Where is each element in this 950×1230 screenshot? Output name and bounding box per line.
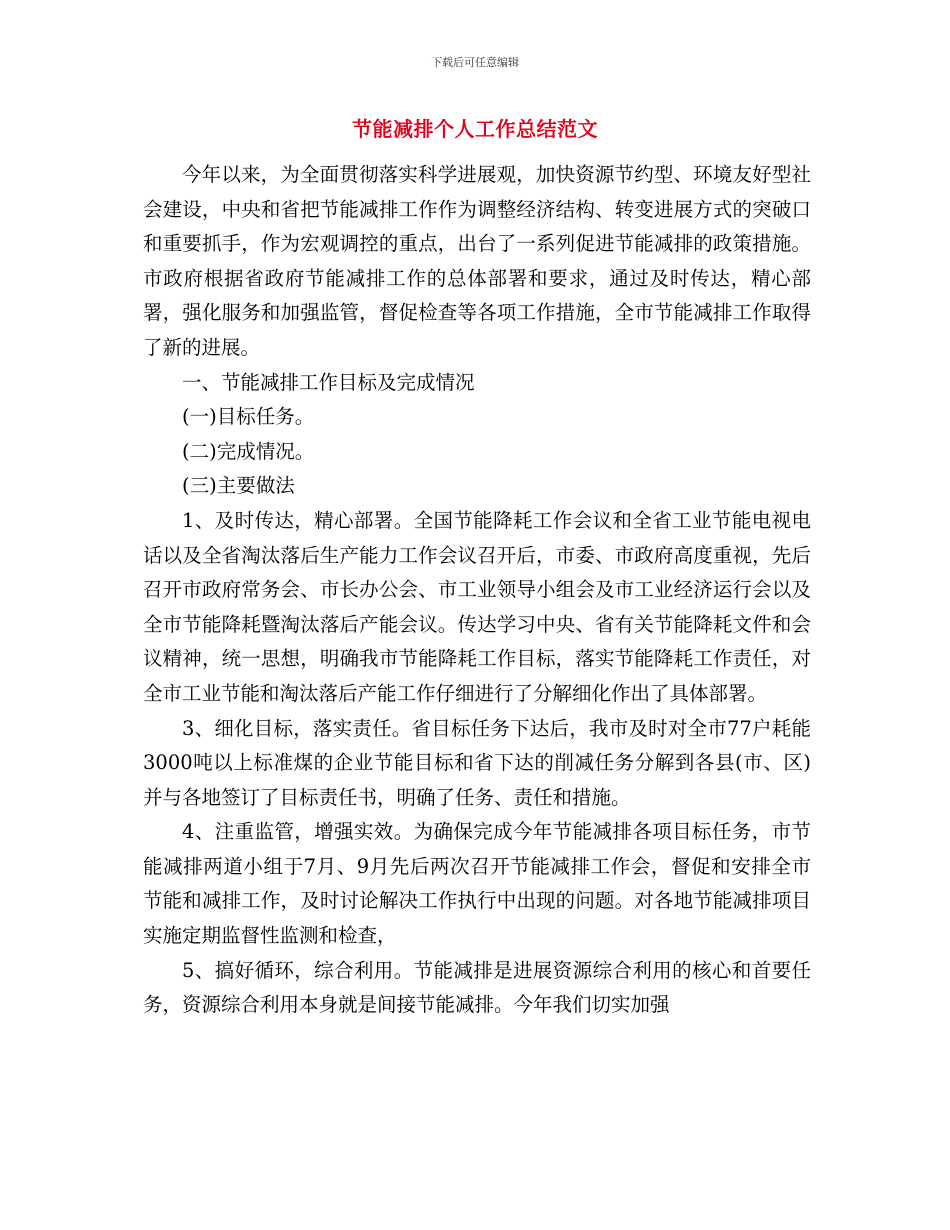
subheading-targets: (一)目标任务。	[182, 405, 315, 429]
paragraph-item-1: 1、及时传达，精心部署。全国节能降耗工作会议和全省工业节能电视电话以及全省淘汰落后生产能力工作会议召开后，市委、市政府高度重视，先后召开市政府常务会、市长办公会、市工业领导小组会及市工业经济运行会以及全市节能降耗暨淘汰落后产能会议。传达学习中央、省有关节能降耗文件和会议精神，统一思想，明确我市节能降耗工作目标，落实节能降耗工作责任，对全市工业节能和淘汰落后产能工作仔细进行了分解细化作出了具体部署。	[143, 508, 811, 705]
document-title: 节能减排个人工作总结范文	[352, 117, 598, 141]
paragraph-item-4: 4、注重监管，增强实效。为确保完成今年节能减排各项目标任务，市节能减排两道小组于7月、9月先后两次召开节能减排工作会，督促和安排全市节能和减排工作，及时讨论解决工作执行中出现的问题。对各地节能减排项目实施定期监督性监测和检查，	[143, 820, 811, 948]
subheading-completion: (二)完成情况。	[182, 439, 315, 463]
section-heading: 一、节能减排工作目标及完成情况	[182, 370, 475, 394]
paragraph-item-5: 5、搞好循环，综合利用。节能减排是进展资源综合利用的核心和首要任务，资源综合利用本身就是间接节能减排。今年我们切实加强	[143, 958, 811, 1017]
header-note: 下载后可任意编辑	[431, 56, 519, 69]
subheading-methods: (三)主要做法	[182, 474, 295, 498]
paragraph-intro: 今年以来，为全面贯彻落实科学进展观，加快资源节约型、环境友好型社会建设，中央和省把节能减排工作作为调整经济结构、转变进展方式的突破口和重要抓手，作为宏观调控的重点，出台了一系列促进节能减排的政策措施。市政府根据省政府节能减排工作的总体部署和要求，通过及时传达，精心部署，强化服务和加强监管，督促检查等各项工作措施，全市节能减排工作取得了新的进展。	[143, 163, 811, 359]
document-body	[143, 158, 811, 1023]
paragraph-item-3: 3、细化目标，落实责任。省目标任务下达后，我市及时对全市77户耗能3000吨以上标准煤的企业节能目标和省下达的削减任务分解到各县(市、区)并与各地签订了目标责任书，明确了任务、责任和措施。	[143, 716, 811, 809]
